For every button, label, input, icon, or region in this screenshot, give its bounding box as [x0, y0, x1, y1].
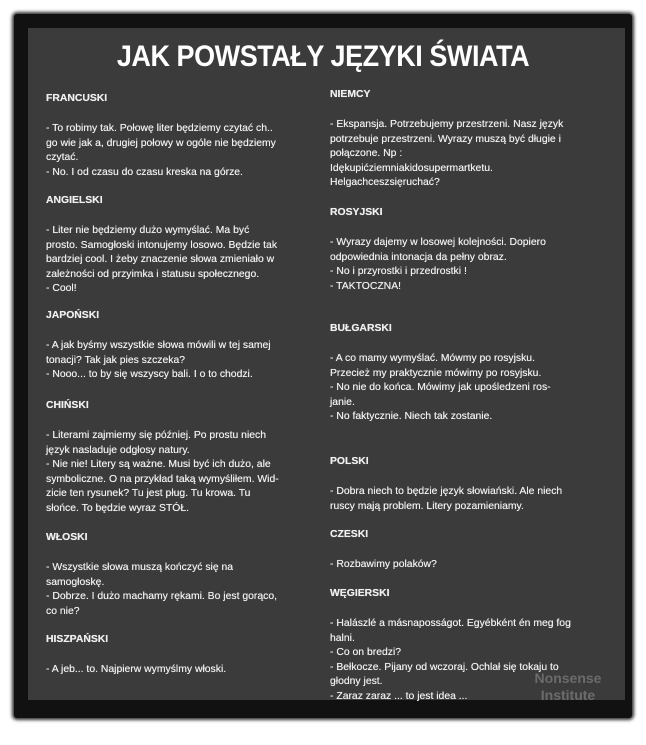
section-line: halni.	[330, 632, 355, 644]
language-section-left	[46, 194, 277, 297]
section-line: - Nooo... to by się wszyscy bali. I o to chodzi.	[46, 369, 253, 381]
section-line: - No nie do końca. Mówimy jak upośledzeni ros-	[330, 382, 551, 394]
section-line: - Halászlé a másnaposságot. Egyébként én meg fog	[330, 618, 571, 630]
language-section-right	[330, 206, 546, 294]
page-title: JAK POWSTAŁY JĘZYKI ŚWIATA	[116, 40, 530, 73]
section-heading: CHIŃSKI	[46, 400, 89, 411]
watermark	[520, 670, 616, 704]
section-line: tonacji? Tak jak pies szczeka?	[46, 354, 185, 366]
section-line: Helgachceszsięruchać?	[330, 177, 440, 189]
section-line: - A jak byśmy wszystkie słowa mówili w tej samej	[46, 340, 271, 352]
section-line: - Literami zajmiemy się później. Po prostu niech	[46, 430, 267, 442]
section-line: - Zaraz zaraz ... to jest idea ...	[330, 691, 468, 703]
section-line: janie.	[330, 396, 355, 408]
section-line: - Dobrze. I dużo machamy rękami. Bo jest gorąco,	[46, 591, 277, 603]
section-line: samogłoskę.	[46, 576, 105, 588]
section-line: symboliczne. O na przykład taką wymyśliłem. Wid-	[46, 473, 279, 485]
section-line: go wie jak a, drugiej połowy w ogóle nie będziemy	[46, 137, 276, 149]
section-line: - Dobra niech to będzie język słowiański. Ale niech	[330, 486, 563, 498]
section-line: zależności od przyimka i statusu społecznego.	[46, 268, 260, 280]
language-section-left	[46, 399, 279, 517]
section-heading: ROSYJSKI	[330, 207, 383, 218]
section-line: odpowiednia intonacja da pełny obraz.	[330, 251, 507, 263]
section-line: połączone. Np :	[330, 148, 403, 160]
language-section-right	[330, 455, 562, 514]
section-line: - No i przyrostki i przedrostki !	[330, 266, 467, 278]
section-line: zicie ten rysunek? Tu jest pług. Tu krowa. Tu	[46, 488, 251, 500]
section-line: prosto. Samogłoski intonujemy losowo. Będzie tak	[46, 239, 278, 251]
section-line: - To robimy tak. Połowę liter będziemy czytać ch..	[46, 123, 273, 135]
section-heading: POLSKI	[330, 456, 369, 467]
language-section-right	[330, 528, 437, 573]
section-line: - Ekspansja. Potrzebujemy przestrzeni. Nasz język	[330, 119, 564, 131]
section-line: - Nie nie! Litery są ważne. Musi być ich dużo, ale	[46, 459, 271, 471]
section-line: - No faktycznie. Niech tak zostanie.	[330, 411, 493, 423]
section-heading: WĘGIERSKI	[330, 588, 390, 599]
section-line: - Liter nie będziemy dużo wymyślać. Ma być	[46, 225, 250, 237]
section-line: Przecież my praktycznie mówimy po rosyjsku.	[330, 367, 542, 379]
section-line: - No. I od czasu do czasu kreska na górze.	[46, 166, 243, 178]
section-line: - Co on bredzi?	[330, 647, 402, 659]
section-heading: NIEMCY	[330, 89, 371, 100]
watermark-line: Institute	[540, 687, 596, 703]
section-line: język nasladuje odgłosy natury.	[46, 444, 190, 456]
section-heading: JAPOŃSKI	[46, 310, 100, 321]
language-section-left	[46, 633, 226, 678]
section-line: ruscy mają problem. Litery pozamieniamy.	[330, 500, 524, 512]
watermark-line: Nonsense	[534, 670, 602, 686]
section-line: słońce. To będzie wyraz STÓŁ.	[46, 503, 190, 515]
section-line: bardziej cool. I żeby znaczenie słowa zmieniało w	[46, 254, 275, 266]
section-line: - Wyrazy dajemy w losowej kolejności. Dopiero	[330, 237, 546, 249]
language-section-left	[46, 309, 271, 383]
language-section-left	[46, 531, 277, 619]
section-heading: FRANCUSKI	[46, 93, 108, 104]
section-line: potrzebuje przestrzeni. Wyrazy muszą być długie i	[330, 133, 561, 145]
language-section-right	[330, 88, 563, 191]
section-line: czytać.	[46, 152, 79, 164]
section-line: - Bełkocze. Pijany od wczoraj. Ochlał się tokaju to	[330, 661, 559, 673]
section-line: - Cool!	[46, 283, 77, 295]
section-heading: HISZPAŃSKI	[46, 634, 109, 645]
section-line: Idękupićziemniakidosupermartketu.	[330, 162, 493, 174]
language-section-right	[330, 322, 551, 425]
section-heading: WŁOSKI	[46, 532, 88, 543]
section-line: głodny jest.	[330, 676, 383, 688]
section-line: - A co mamy wymyślać. Mówmy po rosyjsku.	[330, 353, 535, 365]
section-line: - Rozbawimy polaków?	[330, 559, 437, 571]
language-section-left	[46, 92, 276, 180]
section-heading: CZESKI	[330, 529, 369, 540]
section-line: - Wszystkie słowa muszą kończyć się na	[46, 562, 234, 574]
section-heading: ANGIELSKI	[46, 195, 103, 206]
section-heading: BUŁGARSKI	[330, 323, 392, 334]
section-line: - TAKTOCZNA!	[330, 280, 402, 292]
section-line: - A jeb... to. Najpierw wymyślmy włoski.	[46, 664, 227, 676]
section-line: co nie?	[46, 605, 80, 617]
